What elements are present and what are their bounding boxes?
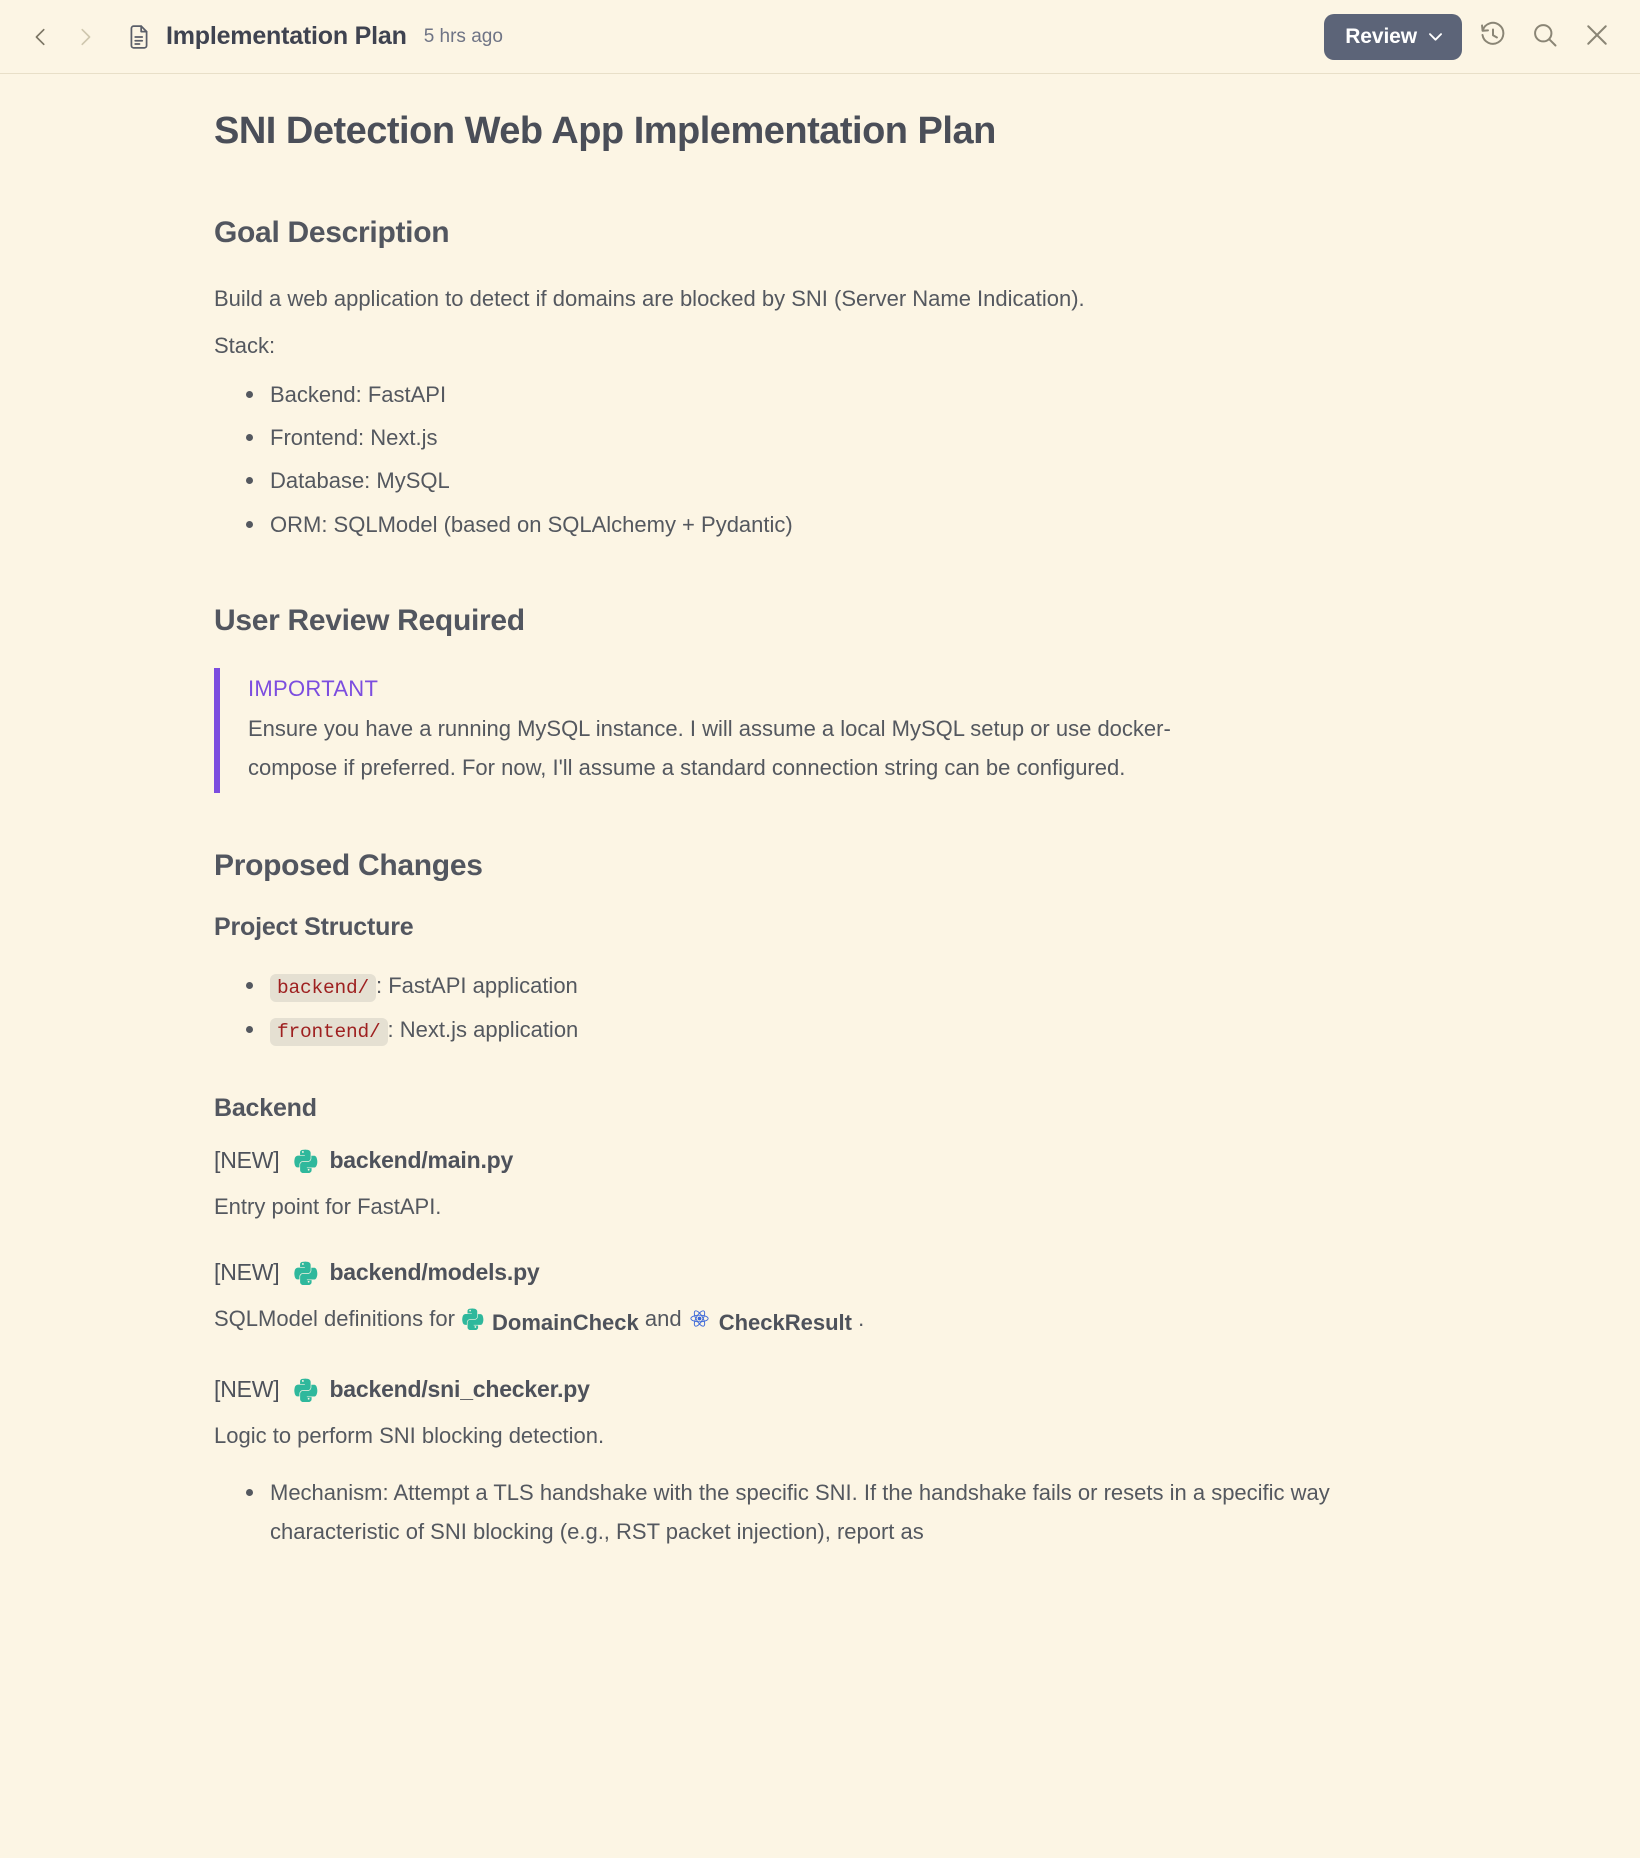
section-heading-proposed-changes: Proposed Changes [214,849,483,883]
entity-label: CheckResult [718,1310,852,1336]
search-icon [1531,21,1559,52]
file-description: Entry point for FastAPI. [214,1193,442,1219]
section-heading-user-review-required: User Review Required [214,603,525,637]
python-icon [293,1148,318,1173]
file-path: backend/models.py [329,1259,540,1286]
file-tag: [NEW] [214,1376,280,1403]
document-scroll-area[interactable] [0,74,1640,1858]
back-button[interactable] [26,22,56,52]
document-title: SNI Detection Web App Implementation Plan [214,110,996,152]
file-entry-main-py[interactable] [214,1147,1450,1174]
forward-button[interactable] [70,22,100,52]
spacer [214,1054,1450,1094]
python-icon [293,1377,318,1402]
callout-label: IMPORTANT [248,675,379,701]
document-content [0,74,1640,1551]
entity-domaincheck[interactable] [461,1304,639,1342]
list-item-text: : Next.js application [387,1016,579,1042]
file-entry-models-py[interactable] [214,1259,1450,1286]
review-button-label: Review [1345,24,1417,48]
page-title: Implementation Plan [166,22,407,50]
sni-checker-bullets [214,1473,1450,1551]
goal-intro-line2: Stack: [214,333,276,359]
description-prefix: SQLModel definitions for [214,1306,455,1332]
callout-body: Ensure you have a running MySQL instance. I will assume a local MySQL setup or use docker-compose if preferred. For now, I'll assume a standard connection string can be configured. [248,715,1171,780]
list-item-text: : FastAPI application [376,973,578,999]
important-callout [214,668,1450,793]
list-item [244,966,1450,1006]
python-icon [461,1304,484,1342]
timestamp: 5 hrs ago [423,25,503,47]
file-description-models [214,1300,1450,1342]
file-tag: [NEW] [214,1259,280,1286]
code-chip-frontend: frontend/ [270,1018,388,1046]
spacer [214,548,1450,604]
history-icon [1479,21,1507,52]
list-item [244,1010,1450,1050]
spacer [214,793,1450,849]
entity-label: DomainCheck [492,1310,639,1336]
chevron-down-icon [1426,27,1445,46]
python-icon [293,1260,318,1285]
list-item: Database: MySQL [244,461,1450,500]
chevron-left-icon [30,26,52,48]
list-item: Mechanism: Attempt a TLS handshake with the specific SNI. If the handshake fails or resets in a specific way characteristic of SNI blocking (e.g., RST packet injection), report as [244,1473,1450,1551]
section-heading-goal-description: Goal Description [214,215,450,249]
goal-stack-list [214,375,1450,544]
document-icon [126,24,152,50]
description-mid: and [644,1306,682,1332]
react-icon [688,1304,711,1342]
nav-arrows [26,22,100,52]
history-button[interactable] [1472,16,1514,58]
subsection-heading-backend: Backend [214,1093,317,1122]
list-item: Frontend: Next.js [244,418,1450,457]
file-entry-sni-checker-py[interactable] [214,1376,1450,1403]
code-chip-backend: backend/ [270,974,376,1002]
goal-intro-line1: Build a web application to detect if domains are blocked by SNI (Server Name Indication). [214,285,1085,311]
list-item: ORM: SQLModel (based on SQLAlchemy + Pydantic) [244,505,1450,544]
project-structure-list [214,966,1450,1049]
description-suffix: . [858,1306,865,1332]
file-path: backend/main.py [329,1146,514,1173]
review-button[interactable] [1324,14,1462,60]
chevron-right-icon [74,26,96,48]
close-button[interactable] [1576,16,1618,58]
entity-checkresult[interactable] [688,1304,852,1342]
titlebar [0,0,1640,74]
subsection-heading-project-structure: Project Structure [214,913,414,942]
list-item: Backend: FastAPI [244,375,1450,414]
file-tag: [NEW] [214,1146,280,1173]
file-path: backend/sni_checker.py [329,1376,590,1403]
close-icon [1583,21,1611,52]
file-description: Logic to perform SNI blocking detection. [214,1423,605,1449]
search-button[interactable] [1524,16,1566,58]
